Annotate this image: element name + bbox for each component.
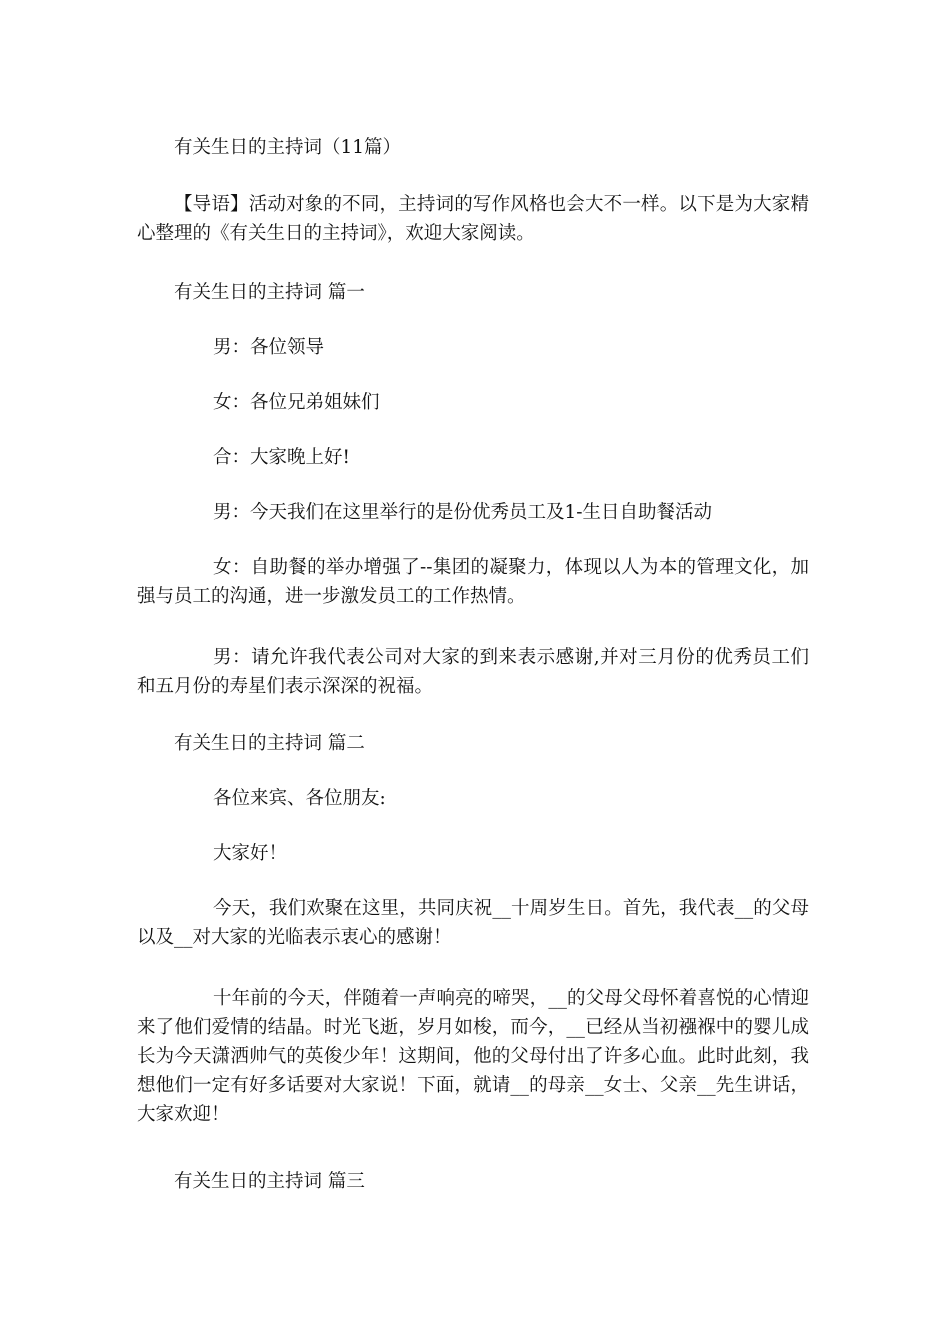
intro-paragraph: 【导语】活动对象的不同，主持词的写作风格也会大不一样。以下是为大家精心整理的《有关生日的主持词》，欢迎大家阅读。: [137, 194, 809, 244]
dialogue-line: 女：自助餐的举办增强了--集团的凝聚力，体现以人为本的管理文化，加强与员工的沟通，进一步激发员工的工作热情。: [137, 557, 809, 607]
speech-line: 各位来宾、各位朋友:: [213, 788, 386, 809]
dialogue-line: 男：今天我们在这里举行的是份优秀员工及1-生日自助餐活动: [213, 502, 713, 523]
document-title: 有关生日的主持词（11篇）: [174, 137, 402, 158]
speech-line: 大家好！: [213, 843, 288, 864]
dialogue-line: 女：各位兄弟姐妹们: [213, 392, 380, 413]
dialogue-line: 男：各位领导: [213, 337, 325, 358]
dialogue-line: 男：请允许我代表公司对大家的到来表示感谢,并对三月份的优秀员工们和五月份的寿星们表示深深的祝福。: [137, 647, 809, 697]
section-heading-2: 有关生日的主持词 篇二: [174, 733, 365, 754]
speech-paragraph: 今天，我们欢聚在这里，共同庆祝__十周岁生日。首先，我代表__的父母以及__对大家的光临表示衷心的感谢！: [137, 898, 809, 948]
dialogue-line: 合：大家晚上好!: [213, 447, 350, 468]
speech-paragraph: 十年前的今天，伴随着一声响亮的啼哭，__的父母父母怀着喜悦的心情迎来了他们爱情的结晶。时光飞逝，岁月如梭，而今，__已经从当初襁褓中的婴儿成长为今天潇洒帅气的英俊少年！这期间，他的父母付出了许多心血。此时此刻，我想他们一定有好多话要对大家说！下面，就请__的母亲__女士、父亲__先生讲话，大家欢迎！: [137, 988, 809, 1125]
section-heading-3: 有关生日的主持词 篇三: [174, 1171, 365, 1192]
section-heading-1: 有关生日的主持词 篇一: [174, 282, 365, 303]
